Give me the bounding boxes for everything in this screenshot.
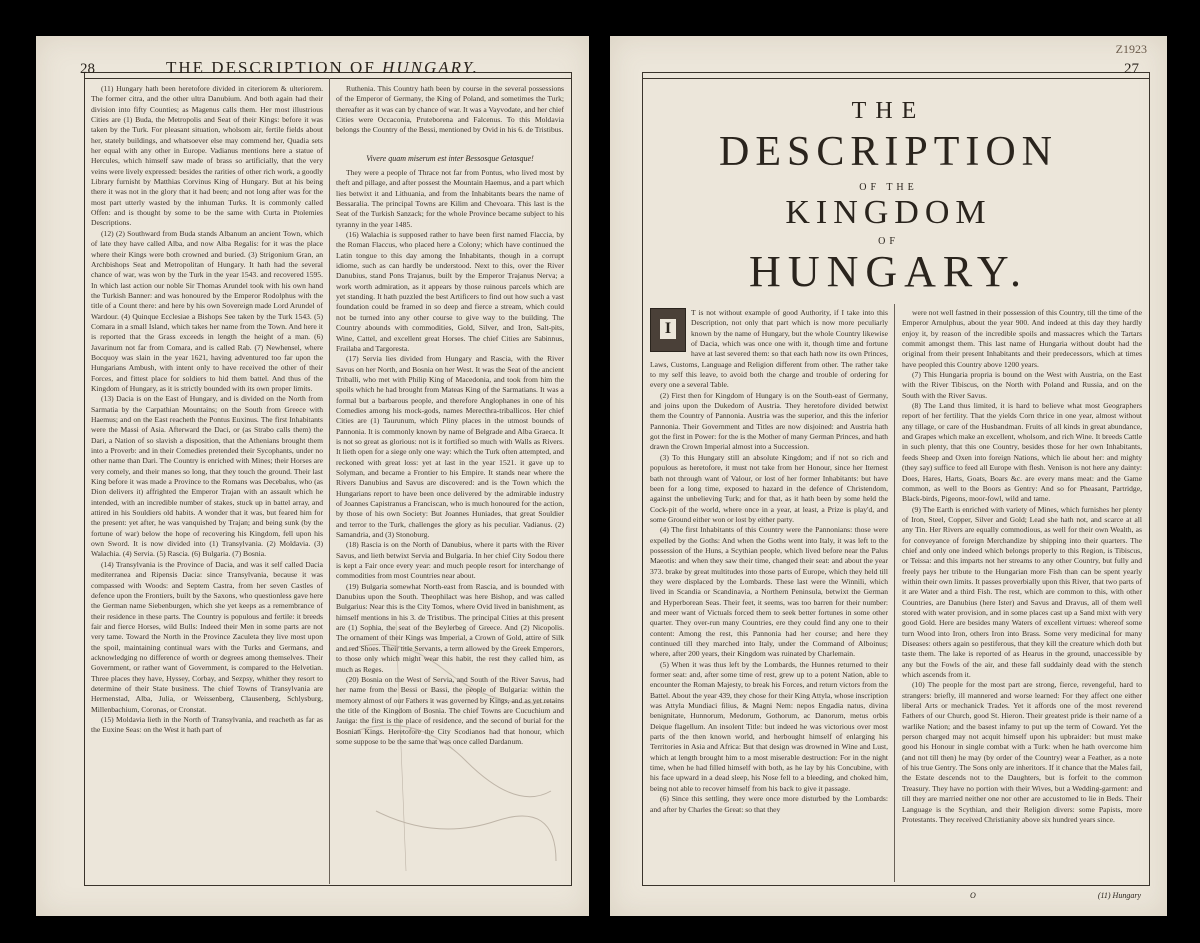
paragraph: Ruthenia. This Country hath been by course in the several possessions of the Emperor of Germany, the King of Poland, and sometimes the Turk; thereafter as it was can by chance of war. It was a Vayvodate, and her chief Cities were Occaconia, Pruteborena and Falcenus. To this Moldavia belongs the Country of the Bessi, mentioned by Ovid in his 6. de Tristibus.	[336, 84, 564, 135]
paragraph: (11) Hungary hath been heretofore divided in citeriorem & ulteriorem. The former citra, and the other ultra Danubium. And both again had their division into fifty Counties; as Magenus calls them. Her most illustrious Cities are (1) Buda, the Metropolis and Seat of their Kings: before it was taken by the Turk. For pleasant situation, wholsom air, fertile fields about her, stately buildings, and whatsoever else may commend her, Quadia sets her equal with any other in Europe. Vadianus mentions here a statue of Hercules, which himself saw made of brass so artificially, that the very veins were lively expressed: besides the rarities of other rich work, a goodly Library furnisht by Matthias Corvinus King of Hungary. But at his being there it was not in the glory that it had been; and not long after was for the most part utterly wasted by the inhuman Turks. It is commonly called Offen: and is thought by some to be the same with Curta in Ptolemies Descriptions.	[91, 84, 323, 228]
paragraph: (2) First then for Kingdom of Hungary is on the South-east of Germany, and joins upon the Dukedom of Austria. They heretofore divided betwixt them the Country of Pannonia. Austria was the superior, and this the inferior Pannonia. Their Government and Titles are now disjoined: and Austria hath got the first in Power: for the is the Mother of many German Princes, and hath drawn the Crown Imperial almost into a Succession.	[650, 390, 888, 452]
left-column-b2	[336, 168, 564, 746]
paragraph: (16) Walachia is supposed rather to have been first named Flaccia, by the Roman Flaccus, who placed here a Colony; which have continued the Latin tongue to this day among the Inhabitants, though in a corrupt idiome, such as can hardly be understood. Next to this, over the River Danubius, stand Pons Trajanus, built by the Emperor Trajanus Nerva; a work worth admiration, as it appears by those ruinous parcels which are yet standing. It hath puzzled the best Artificers to find out how such a vast foundation could be framed in so deep and fierce a stream, which could not be turned into any other course to give way to the building. The Country abounds with commodities, Gold, Silver, and Iron, Salt-pits, Wine, Cattel, and excellent great Horses. The chief Cities are Sabinnus, Frailaba and Targoresta.	[336, 230, 564, 353]
title-of-the: OF THE	[859, 182, 918, 193]
paragraph: (17) Servia lies divided from Hungary and Rascia, with the River Savus on her North, and Bosnia on her West. It was the Seat of the ancient Triballi, who met with Philip King of Macedonia, and took from him the spoils which he had brought from Mateas King of the Sarmatians. It was a formal but a barbarous people, and therefore Anglophanes in one of his Comedies among his mock-gods, names Merecthra-triballicos. Her chief Cities are (1) Taurunum, which Pliny places in the utmost bounds of Pannonia. It is commonly known by name of Belgrade and Alba Graeca. It is not so great as glorious: not is it fortified so much with Walls as Rivers. It lieth open for a siege only one way: which the Turk often attempted, and reckoned with great loss: yet at last in the year 1521. it gave up to Solyman, and became a Frontier to his Empire. It stands near where the Rivers Danubius and Savus are discovered: and is the Town which the Hungarians report to have been once delivered by the admirable industry of Joannes Capistranus a Franciscan, who is much honoured for the action, by those of his own Society: But Joannes Huniades, that great Souldier and terror to the Turk, challenges the glory as his peculiar. Vadianus. (2) Samandria, and (3) Stonoburg.	[336, 354, 564, 540]
left-column-a	[91, 84, 323, 879]
left-page-number: 28	[80, 61, 95, 77]
catchword-o: O	[970, 891, 976, 900]
right-column-rule	[894, 304, 895, 882]
drop-cap-ornament	[650, 308, 686, 352]
right-header-rule	[642, 78, 1150, 79]
faint-map-sketch	[336, 611, 564, 881]
paragraph: (10) The people for the most part are strong, fierce, revengeful, hard to strangers: briefly, ill mannered and worse learned: For they affect one either liberal Arts or mechanick Trades. Yet it affords one of the most reverend Fathers of our Church, good St. Hieron. Their greatest pride is their name of a warlike Nation; and the basest infamy to put up the term of Coward. Yet the person charged may not acquit himself upon his upbraider: but must make good his Honour in single combat with a Turk: when he hath overcome him (and not till then) he may (by order of the Country) wear a Feather, as a note of his true Gentry. The Sons only are inheritors. If it chance that the Males fail, the Estate descends not to the Daughters, but is forfeit to the common Treasury. They have no portion with their Wives, but a Wedding-garment: and till they are married neither one nor other are accustomed to lie in Beds. Their Language is the Scythian, and their Religion divers: some Papists, more Protestants. They received Christianity above six hundred years since.	[902, 680, 1142, 824]
paragraph: (12) (2) Southward from Buda stands Albanum an ancient Town, which of late they have called Alba, and now Alba Regalis: for it was the place where their Kings were both crowned and buried. (3) Strigonium Gran, an Archbishops Seat and Metropolitan of Hungary. It hath had the several chance of war, was won by the Turk in the year 1543. and recovered 1595. In which last action our noble Sir Thomas Arundel took with his own hand the Turkish Banner: and was honoured by the Emperor Rodolphus with the title of a Count there: and here by his own Sovereign made Lord Arundel of Wardour. (4) Quinque Ecclesiae a Bishops See taken by the Turk 1543. (5) Comara in a small Island, which takes her name from the Town. And here it is reported that the Grass exceeds in length the height of a man. (6) Javarinum not far from Comara, and is called Rab. (7) Newhensel, where Bocquoy was slain in the year 1621, having adventured too far upon the Hungarians Ambush, with intent only to have received the other of their Forces, and fittest place for soldiers to hid them battel. And thus of the Kingdom of Hungary, as it is strictly bounded with its own proper limits.	[91, 228, 323, 393]
manuscript-number: Z1923	[1115, 42, 1147, 56]
catchword-hungary: (11) Hungary	[1097, 891, 1141, 900]
paragraph: (6) Since this settling, they were once more disturbed by the Lombards: and after by Charles the Great: so that they	[650, 794, 888, 814]
left-column-b	[336, 84, 564, 152]
paragraph: (8) The Land thus limited, it is hard to believe what most Geographers report of her fertility. That the yields Corn thrice in one year, almost without any tillage, or care of the Husbandman. Fruits of all kinds in great abundance, and Grapes which make an excellent, wholsom, and rich Wine. It breeds Cattle in such plenty, that this one Country, besides those for her own Inhabitants, feeds Sheep and Oxen into foreign Nations, which lie about her: and mighty (they say) suffice to feed all Europe with flesh. Venison is not here any dainty: Does, Hares, Harts, Goats, Boars &c. are every mans meat: and the Game common, as well to the Boors as Gentry: And so for Pheasant, Partridge, Black-birds, Pigeons, moor-fowl, wild and tame.	[902, 401, 1142, 504]
left-column-rule	[329, 78, 330, 884]
paragraph: (9) The Earth is enriched with variety of Mines, which furnishes her plenty of Iron, Steel, Copper, Silver and Gold; Lead she hath not, and scarce at all any Tin. Her Rivers are equally commodious, as well for their own Wealth, as for conveyance of foreign Merchandize by shipping into their quarters. The chief and only one indeed which belongs properly to this Region, is Tibiscus, or Teissa: and this imparts not her streams to any other Country, but fully and freely pays her tribute to the Hungarian more Fish than can be spent yearly within their own limits. It passes proverbially upon this River, that two parts of it are Water and a third Fish. The rest, which are common to this, with other Countries, are Danubius (here Ister) and Savus and Dravus, all of them well stored with water provision, and in some places cast up a Sand mixt with very good Gold. Here are besides many Waters of excellent virtues: whereof some turn Wood into Iron, others Iron into Brass. Some very medicinal for many Diseases: others again so pestiferous, that they kill the creature which doth but taste them. The lake is reported of as Hearus in the ground, unaccessible by any but the Fowls of the air, and these fall suddainly dead with the stench which ascends from it.	[902, 504, 1142, 680]
left-header-rule	[84, 78, 572, 79]
paragraph: (18) Rascia is on the North of Danubius, where it parts with the River Savus, and lieth betwixt Servia and Bulgaria. In her chief City Sodou there is kept a Fair once every year: and much people resort for interchange of commodities from most Countries near about.	[336, 540, 564, 581]
running-header-italic: HUNGARY.	[382, 58, 479, 77]
opening-paragraph	[650, 308, 888, 391]
title-hungary: HUNGARY.	[749, 247, 1028, 296]
left-running-header	[166, 58, 479, 78]
latin-motto: Vivere quam miserum est inter Bessosque Getasque!	[366, 154, 534, 163]
paragraph: They were a people of Thrace not far from Pontus, who lived most by theft and pillage, and after possest the Mountain Haemus, and a part which lies betwixt it and Lithuania, and from the Inhabitants bears the name of Bessaralia. The principal Towns are Kilim and Chevoara. This last is the Seat of the Turkish Sanzack; for the whole Province became subject to his tyranny in the year 1485.	[336, 168, 564, 229]
paragraph: (14) Transylvania is the Province of Dacia, and was it self called Dacia mediterranea and Ripensis Dacia: since Transylvania, because it was compassed with Woods: and Septem Castra, from her seven Castles of defence upon the Frontiers, built by the Saxons, who questionless gave here the German name Siebenburgen, which she yet keeps as a remembrance of their residence in these parts. The Country is populous and fertile: it breeds fair and fierce Horses, wild Bulls: Indeed their Men in some parts are not very tame. Toward the North in the Province Zaculeta they live most upon the spoil, maintaining continual wars with the Turks and Germans, and acknowledging no difference of worth or degrees among themselves. Their Government, or rather want of Government, is compared to the Helvetian. Three places they have, Hyssey, Corbay, and Sezpsy, whither they resort to determine of their State business. The chief Towns of Transylvania are Hermenstad, Alba, Julia, or Weissenberg, Clausenberg, Schlysburg, Millenbachium, Coronas, or Cronstat.	[91, 559, 323, 714]
paragraph: (15) Moldavia lieth in the North of Transylvania, and reacheth as far as the Euxine Seas: on the West it hath part of	[91, 714, 323, 735]
paragraph: (13) Dacia is on the East of Hungary, and is divided on the North from Sarmatia by the Carpathian Mountains; on the South from Greece with Haemus; and on the East reacheth the Pontus Euxinus. The first Inhabitants were the Massi of Asia. Afterward the Daci, or (as Strabo calls them) the Dari, a Nation of so slavish a disposition, that the Athenians brought them into a Proverb: and in their Comedies pretended their Sycophants, under no other name than Dari. The Country is enriched with Mines; their Horses are very comely, and their manes so long, that they touch the ground. Their last King before it was made a Province to the Romans was Decebalus, who (as Dion delivers it) affrighted the Emperor Trajan with an assault which he intended, with an incredible number of stakes, stuck up in battel array, and attired in his Souldiers old habits. A wonder that it was, but feared him for the present: yet after, he was vanquished by Trajan; and being sunk (by the fortune of war) below the hope of recovering his Kingdom, fell upon his own Sword. It is now divided into (1) Transylvania. (2) Moldavia. (3) Walachia. (4) Servia. (5) Rascia. (6) Bulgaria. (7) Bosnia.	[91, 394, 323, 559]
paragraph: (19) Bulgaria somewhat North-east from Rascia, and is bounded with Danubius upon the South. Theophilact was here Bishop, and was called Bulgarius: Near this is the City Tomos, where Ovid lived in banishment, as himself mentions in his 3. de Tristibus. The principal Cities at this present are (1) Sophia, the seat of the Beylerbeg of Greece. And (2) Nicopolis. The ornament of their Kings was Imperial, a Crown of Gold, attire of Silk and red Shoes. Their title Servants, a term allowed by the Greek Emperors, to those only which might wear this habit, the rest they called him, as much as Reges.	[336, 581, 564, 674]
paragraph: (20) Bosnia on the West of Servia, and South of the River Savus, had her name from the Bessi or Bassi, the people of Bulgaria: within the memory almost of our Fathers it was governed by Kings, and as yet retains the title of the Kingdom of Bosnia. The chief Towns are Cucuchium and Jauiga: the first is the place of residence, and the second of burial for the Bosnian Kings. Heretofore the City Scodianos had that honour, which some suppose to be the same that was once called Dardanum.	[336, 674, 564, 746]
title-description: DESCRIPTION	[718, 129, 1059, 175]
right-column-d	[902, 308, 1142, 878]
right-page-number: 27	[1124, 61, 1139, 77]
right-page	[610, 36, 1167, 916]
title-the: THE	[851, 98, 926, 124]
paragraph: were not well fastned in their possession of this Country, till the time of the Emperor Arnulphus, about the year 900. And indeed at this day they hardly enjoy it, by reason of the incredible spoils and massacres which the Tartars commit amongst them. This last name of Hungaria without doubt had the original from their present Inhabitants and their predecessors, which at times have peopled this Country above 1200 years.	[902, 308, 1142, 369]
paragraph: (5) When it was thus left by the Lombards, the Hunnes returned to their former seat: and, after some time of rest, grew up to a potent Nation, able to encounter the Roman Majesty, to break his Forces, and return victors from the Battel. About the year 439, they chose for their King Attyla, whose inscription was Attyla Mundiaci filius, & Magni Nem: nepos Engadia natus, divina benignitate, Hunnorum, Medorum, Gothorum, ac Danorum, metus orbis Deique flagellum. An insolent Title: but indeed he was victorious over most parts of the then known world, and herbought himself of enlarging his Territories in Asia and Africa: But that design was drowned in Wine and Lust, which at length brought him to a most miserable destruction: For in the night time, when he had filled himself with both, as he lay by his Concubine, with his face upward in a dead sleep, his Nose fell to a bleeding, and choked him, being not able to recover himself from his back to give it passage.	[650, 659, 888, 793]
paragraph: (7) This Hungaria propria is bound on the West with Austria, on the East with the River Tibiscus, on the North with Poland and Russia, and on the South with the River Savus.	[902, 370, 1142, 400]
title-of: OF	[878, 236, 899, 247]
paragraph: (4) The first Inhabitants of this Country were the Pannonians: those were expelled by the Goths: And when the Goths went into Italy, it was left to the possession of the Huns, a Scythian people, which lived before near the Palus Maeotis: and when they saw their time, changed their seat: and about the year 373. brake by great multitudes into those parts of Europe, which they held till they were displaced by the Lombards. These last were the Winnili, which lived in Scandia or Scandinavia, a Northern Peninsula, betwixt the German and Hyperborean Seas. Their feet, it seems, was too barren for their number: and meer want of Victuals forced them to seek better fortunes in some other quarter. They over-run many Countries, ere they could find any one to their content: Among the rest, this Pannonia had her course; and here they continued till they marched into Italy, under the Command of Alboinus; where, after 200 years, their Kingdom was ruinated by Charlemain.	[650, 525, 888, 659]
left-page	[36, 36, 589, 916]
right-column-c	[650, 308, 888, 880]
drop-cap-letter: I	[660, 319, 676, 339]
title-kingdom: KINGDOM	[785, 194, 992, 231]
opening-text: T is not without example of good Authority, if I take into this Description, not only that part which is now more peculiarly known by the name of Hungary, but the whole Country likewise of Dacia, which was once one with it, though time and fortune have at last severed them: so that each hath now its own Princes, Laws, Customs, Language and Religion different from other. The rather take to my self this leave, to avoid both the charge and trouble of ordering for every one a several Table.	[650, 308, 888, 390]
paragraph: (3) To this Hungary still an absolute Kingdom; and if not so rich and populous as heretofore, it must not take from her Honour, since her Iternest bath not through want of Valour, or lost of her former Inhabitants: but have been for a long time, exposed to hazard in the defence of Christendom, against the unbelieving Turk; and for that, as it hath been by some held the Cock-pit of the world, where once in a year, at least, a Prize is play'd, and some Ground either won or lost by either party.	[650, 452, 888, 524]
running-header-text: THE DESCRIPTION OF	[166, 58, 376, 77]
